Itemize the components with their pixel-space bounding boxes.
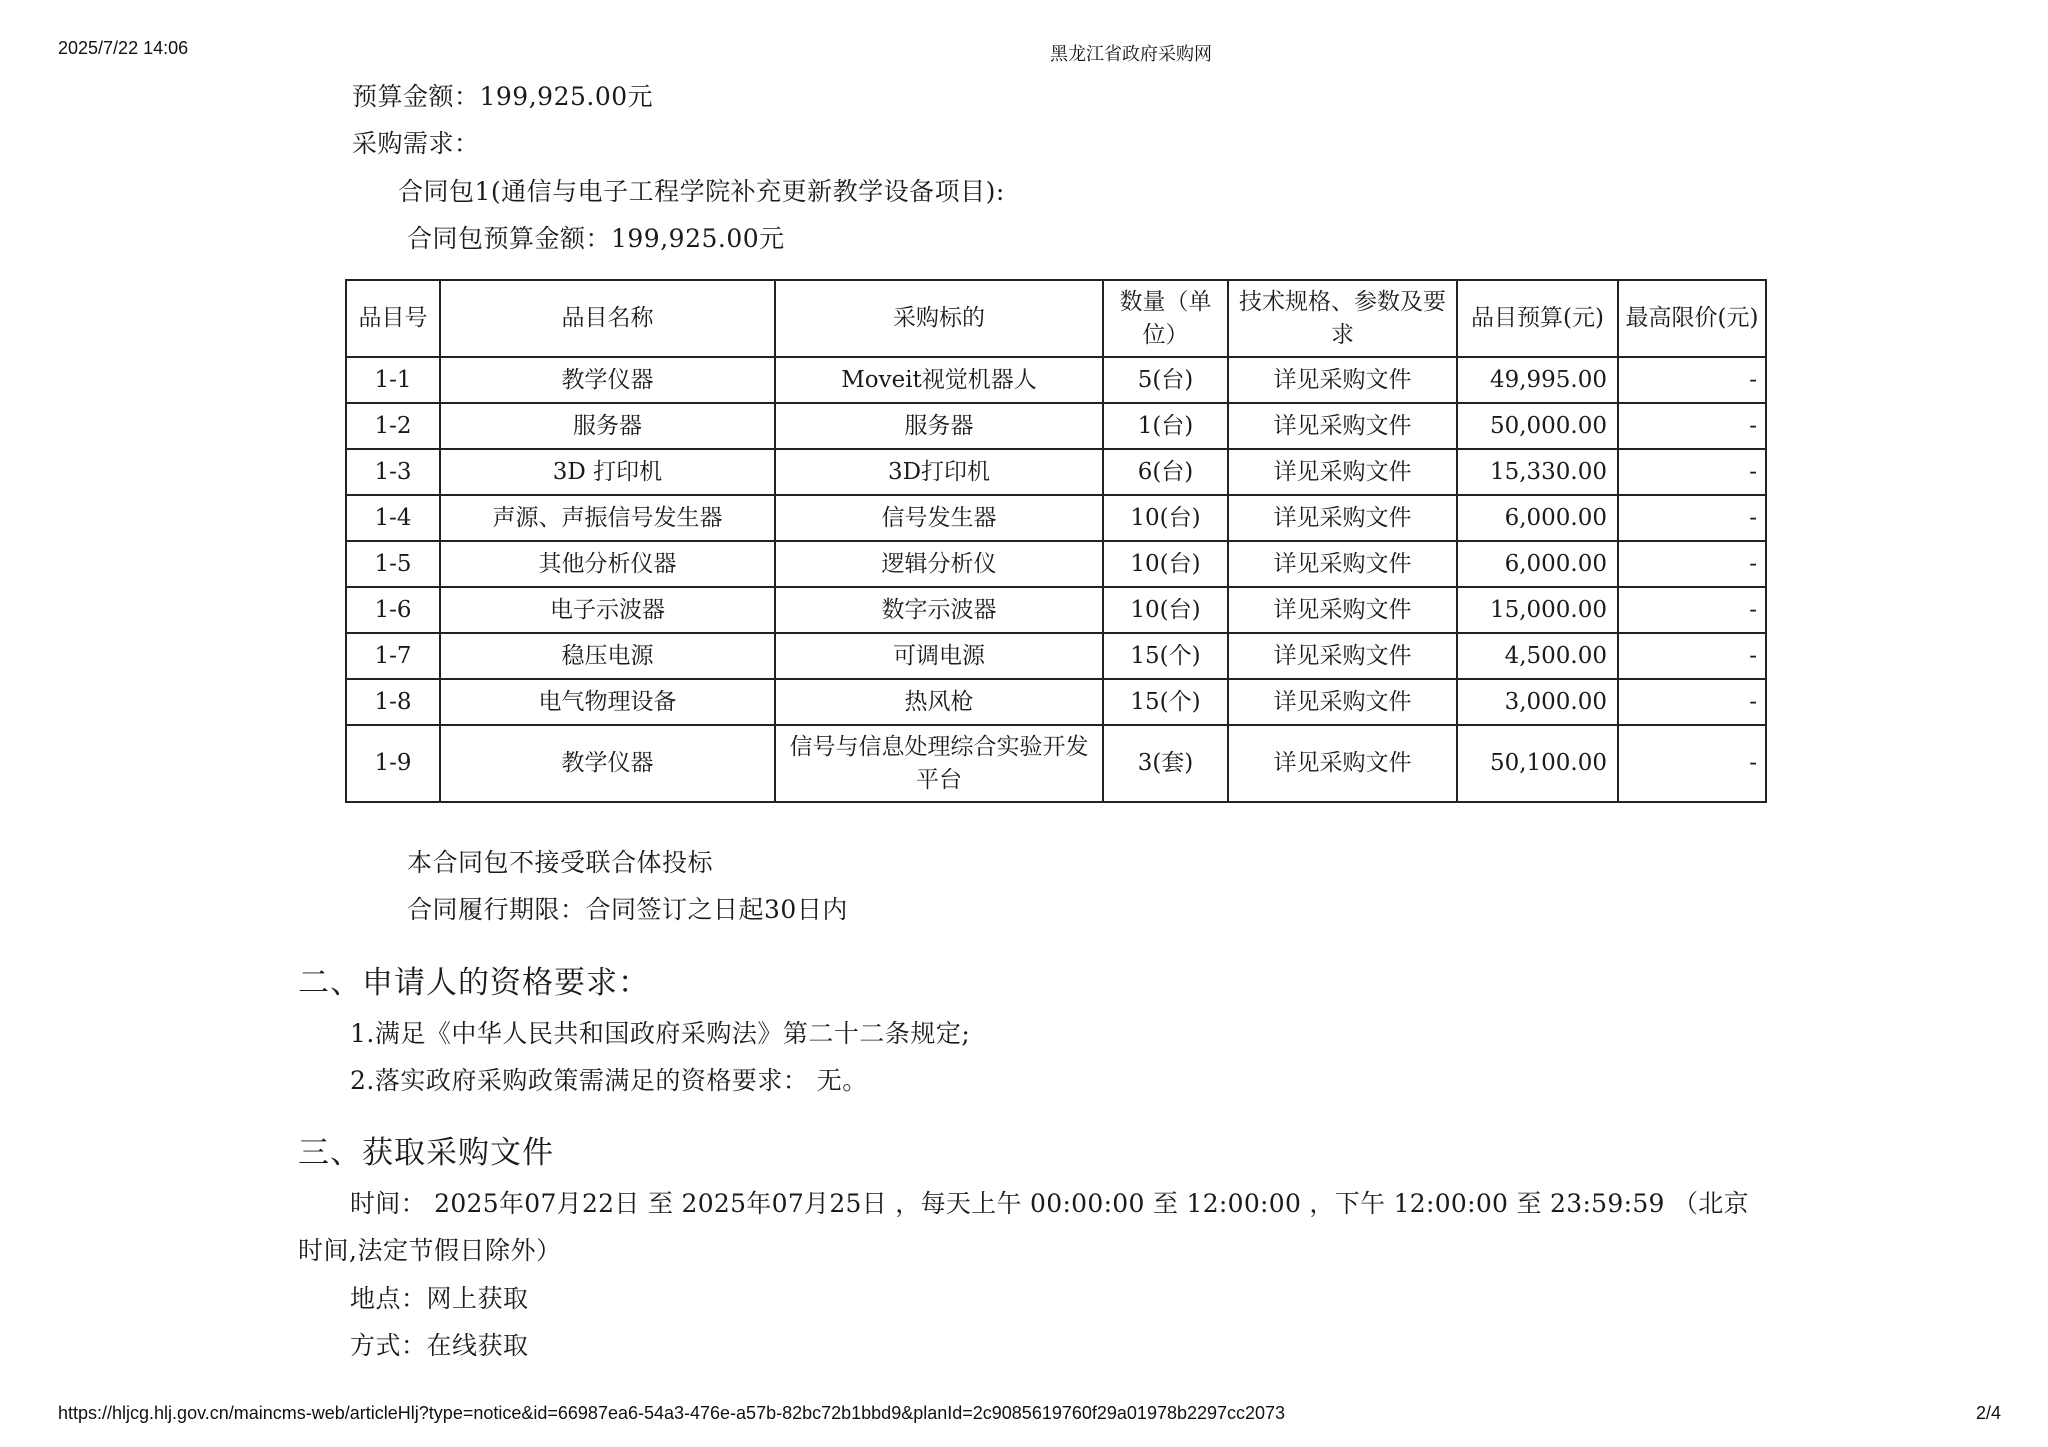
requirement-label: 采购需求： <box>352 129 480 158</box>
col-header-max-price: 最高限价(元) <box>1618 280 1766 357</box>
cell-spec: 详见采购文件 <box>1228 633 1457 679</box>
cell-budget: 15,330.00 <box>1457 449 1618 495</box>
table-row <box>346 587 1766 633</box>
cell-item-name: 稳压电源 <box>440 633 775 679</box>
cell-spec: 详见采购文件 <box>1228 403 1457 449</box>
cell-item-name: 教学仪器 <box>440 357 775 403</box>
cell-item-name: 声源、声振信号发生器 <box>440 495 775 541</box>
col-header-target: 采购标的 <box>775 280 1103 357</box>
items-table <box>345 279 1767 803</box>
cell-target: 可调电源 <box>775 633 1103 679</box>
cell-quantity: 1(台) <box>1103 403 1228 449</box>
cell-spec: 详见采购文件 <box>1228 495 1457 541</box>
cell-item-no: 1-7 <box>346 633 440 679</box>
cell-quantity: 10(台) <box>1103 587 1228 633</box>
cell-target: 3D打印机 <box>775 449 1103 495</box>
cell-budget: 49,995.00 <box>1457 357 1618 403</box>
table-header-row <box>346 280 1766 357</box>
acquisition-time: 时间： 2025年07月22日 至 2025年07月25日 ，每天上午 00:00:00 至 12:00:00 ，下午 12:00:00 至 23:59:59 （北京 <box>350 1189 1749 1218</box>
site-name: 黑龙江省政府采购网 <box>1050 44 1212 64</box>
cell-target: 服务器 <box>775 403 1103 449</box>
cell-item-name: 教学仪器 <box>440 725 775 802</box>
table-row <box>346 403 1766 449</box>
cell-quantity: 15(个) <box>1103 633 1228 679</box>
cell-budget: 50,000.00 <box>1457 403 1618 449</box>
table-row <box>346 495 1766 541</box>
cell-max-price: - <box>1618 403 1766 449</box>
cell-max-price: - <box>1618 541 1766 587</box>
package-title: 合同包1(通信与电子工程学院补充更新教学设备项目): <box>398 177 1005 206</box>
cell-item-no: 1-4 <box>346 495 440 541</box>
section-2-title: 二、申请人的资格要求： <box>298 965 650 1001</box>
cell-target: 逻辑分析仪 <box>775 541 1103 587</box>
cell-budget: 6,000.00 <box>1457 495 1618 541</box>
cell-max-price: - <box>1618 587 1766 633</box>
cell-max-price: - <box>1618 449 1766 495</box>
col-header-quantity: 数量（单位） <box>1103 280 1228 357</box>
cell-item-no: 1-5 <box>346 541 440 587</box>
table-row <box>346 679 1766 725</box>
total-budget: 预算金额：199,925.00元 <box>352 82 654 111</box>
cell-budget: 15,000.00 <box>1457 587 1618 633</box>
cell-max-price: - <box>1618 725 1766 802</box>
col-header-spec: 技术规格、参数及要求 <box>1228 280 1457 357</box>
cell-spec: 详见采购文件 <box>1228 541 1457 587</box>
cell-spec: 详见采购文件 <box>1228 449 1457 495</box>
cell-budget: 3,000.00 <box>1457 679 1618 725</box>
col-header-item-name: 品目名称 <box>440 280 775 357</box>
col-header-budget: 品目预算(元) <box>1457 280 1618 357</box>
cell-target: 数字示波器 <box>775 587 1103 633</box>
cell-budget: 6,000.00 <box>1457 541 1618 587</box>
cell-item-no: 1-9 <box>346 725 440 802</box>
acquisition-method: 方式：在线获取 <box>350 1331 529 1360</box>
cell-item-name: 3D 打印机 <box>440 449 775 495</box>
acquisition-time-cont: 时间,法定节假日除外） <box>298 1236 562 1265</box>
cell-budget: 4,500.00 <box>1457 633 1618 679</box>
table-row <box>346 633 1766 679</box>
page-number: 2/4 <box>1976 1403 2002 1423</box>
cell-max-price: - <box>1618 357 1766 403</box>
cell-quantity: 6(台) <box>1103 449 1228 495</box>
qualification-item-1: 1.满足《中华人民共和国政府采购法》第二十二条规定; <box>350 1019 971 1048</box>
cell-spec: 详见采购文件 <box>1228 679 1457 725</box>
cell-item-name: 电子示波器 <box>440 587 775 633</box>
cell-quantity: 5(台) <box>1103 357 1228 403</box>
table-row <box>346 541 1766 587</box>
table-row <box>346 357 1766 403</box>
cell-max-price: - <box>1618 679 1766 725</box>
table-row <box>346 725 1766 802</box>
cell-item-no: 1-1 <box>346 357 440 403</box>
cell-quantity: 10(台) <box>1103 495 1228 541</box>
cell-target: 热风枪 <box>775 679 1103 725</box>
cell-quantity: 3(套) <box>1103 725 1228 802</box>
contract-period: 合同履行期限：合同签订之日起30日内 <box>407 895 848 924</box>
cell-item-name: 其他分析仪器 <box>440 541 775 587</box>
cell-target: 信号发生器 <box>775 495 1103 541</box>
cell-item-name: 电气物理设备 <box>440 679 775 725</box>
qualification-item-2: 2.落实政府采购政策需满足的资格要求： 无。 <box>350 1066 868 1095</box>
consortium-note: 本合同包不接受联合体投标 <box>407 848 714 877</box>
page-url: https://hljcg.hlj.gov.cn/maincms-web/articleHlj?type=notice&id=66987ea6-54a3-476e-a57b-82bc72b1bbd9&planId=2c9085619760f29a01978b2297cc2073 <box>58 1403 1286 1423</box>
col-header-item-no: 品目号 <box>346 280 440 357</box>
acquisition-place: 地点：网上获取 <box>350 1284 529 1313</box>
cell-spec: 详见采购文件 <box>1228 357 1457 403</box>
cell-item-no: 1-2 <box>346 403 440 449</box>
cell-max-price: - <box>1618 633 1766 679</box>
cell-spec: 详见采购文件 <box>1228 725 1457 802</box>
cell-quantity: 15(个) <box>1103 679 1228 725</box>
print-datetime: 2025/7/22 14:06 <box>58 38 189 58</box>
cell-target: Moveit视觉机器人 <box>775 357 1103 403</box>
cell-max-price: - <box>1618 495 1766 541</box>
cell-quantity: 10(台) <box>1103 541 1228 587</box>
cell-spec: 详见采购文件 <box>1228 587 1457 633</box>
cell-item-no: 1-8 <box>346 679 440 725</box>
cell-item-no: 1-6 <box>346 587 440 633</box>
package-budget: 合同包预算金额：199,925.00元 <box>407 224 785 253</box>
table-row <box>346 449 1766 495</box>
section-3-title: 三、获取采购文件 <box>298 1135 554 1171</box>
cell-item-no: 1-3 <box>346 449 440 495</box>
cell-item-name: 服务器 <box>440 403 775 449</box>
cell-budget: 50,100.00 <box>1457 725 1618 802</box>
cell-target: 信号与信息处理综合实验开发平台 <box>775 725 1103 802</box>
